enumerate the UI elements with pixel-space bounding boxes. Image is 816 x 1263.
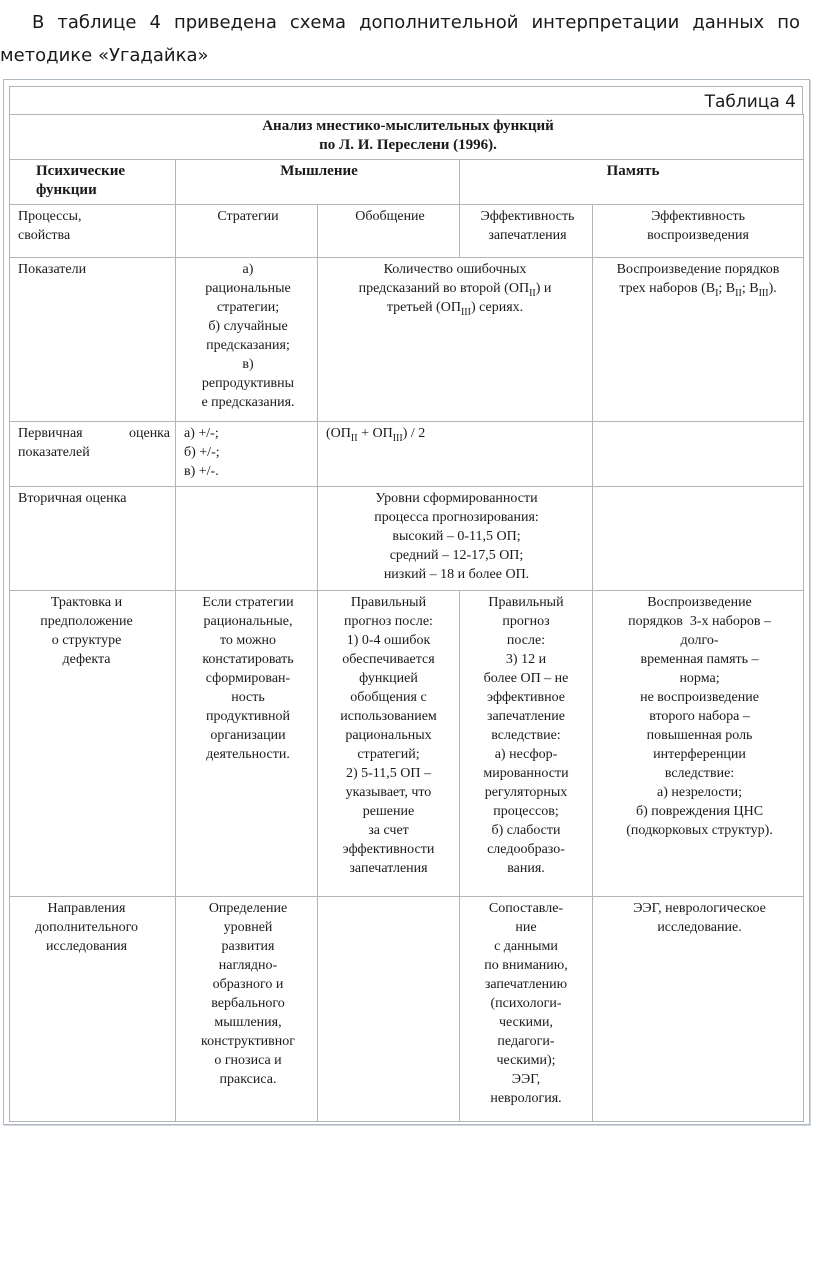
text-line: рациональные, [203,614,293,629]
text-line: образного и [212,977,284,992]
row-label-primary: Первичная оценка показателей [10,422,176,487]
text-fragment: ) сериях. [470,300,524,315]
text-line: обобщения с [350,690,427,705]
text-fragment: (ОП [326,426,351,441]
subscript: III [460,306,471,318]
text-line: ческими); [496,1053,556,1068]
text-line: ЭЭГ, [511,1072,541,1087]
text-line: Правильный [350,595,427,610]
cell-interpretation-reproduction [593,591,804,897]
text-line: а) [242,262,254,277]
text-fragment: ) / 2 [402,426,426,441]
text-line: запечатления [349,861,428,876]
text-line: эффективное [487,690,565,705]
text-line: вания. [507,861,545,876]
cell-imprint-efficiency: Эффективность запечатления [460,205,593,258]
text-line: повышенная роль [646,728,753,743]
text-line: рациональных [345,728,432,743]
text-line: прогноз после: [344,614,433,629]
text-line: конструктивног [201,1034,295,1049]
text-fragment: Количество ошибочных предсказаний во второй (ОП [358,262,530,296]
cell-empty [593,422,804,487]
table-row [10,897,804,1122]
text-fragment: Воспроизведение порядков трех наборов (В [616,262,780,296]
text-line: педагоги- [497,1034,555,1049]
table-row [10,422,804,487]
text-line: сформирован- [205,671,291,686]
table-row [10,205,804,258]
header-thinking: Мышление [176,160,460,205]
text-line: ЭЭГ, неврологическое [633,901,766,916]
cell-error-count [318,258,593,422]
text-line: наглядно- [218,958,278,973]
subscript: II [350,432,358,444]
text-line: за счет [368,823,409,838]
subscript: III [758,287,769,299]
text-line: процессов; [493,804,559,819]
cell-generalization: Обобщение [318,205,460,258]
table-title [10,115,804,160]
text-line: б) +/-; [184,445,220,460]
text-line: с данными [494,939,558,954]
row-label-directions [10,897,176,1122]
text-line: неврология. [490,1091,562,1106]
text-line: после: [506,633,546,648]
text-line: регуляторных [484,785,568,800]
cell-reproduction-orders [593,258,804,422]
text-line: исследования [45,939,128,954]
text-line: прогноз [502,614,550,629]
cell-empty [318,897,460,1122]
text-line: предсказания; [206,338,290,353]
subscript: III [392,432,403,444]
text-line: праксиса. [219,1072,277,1087]
text-line: долго- [680,633,719,648]
table-caption: Таблица 4 [9,86,803,114]
text-line: обеспечивается [342,652,435,667]
text-line: репродуктивны [201,376,295,391]
text-fragment: ; В [718,281,736,296]
text-line: а) незрелости; [657,785,743,800]
text-line: дополнительного [35,920,138,935]
text-line: развития [221,939,275,954]
text-line: ческими, [499,1015,553,1030]
text-line: низкий – 18 и более ОП. [383,567,530,582]
text-line: дефекта [62,652,111,667]
text-fragment: ). [768,281,777,296]
text-line: норма; [679,671,720,686]
text-line: (подкорковых структур). [626,823,773,838]
text-line: е предсказания. [201,395,295,410]
text-line: о структуре [51,633,122,648]
text-line: ние [515,920,537,935]
text-fragment: ; В [741,281,759,296]
cell-directions-strategies [176,897,318,1122]
table-row [10,258,804,422]
text-line: деятельности. [206,747,290,762]
row-label-secondary: Вторичная оценка [10,487,176,591]
text-line: Сопоставле- [488,901,564,916]
text-line: мированности [483,766,569,781]
text-line: Определение [208,901,288,916]
text-fragment: + ОП [357,426,393,441]
text-line: вследствие: [491,728,561,743]
text-line: Воспроизведение [647,595,752,610]
text-line: уровней [223,920,273,935]
text-line: в) +/-. [184,464,219,479]
text-line: то можно [219,633,277,648]
text-line: средний – 12-17,5 ОП; [389,548,524,563]
text-line: 2) 5-11,5 ОП – [345,766,432,781]
table-title-row [10,115,804,160]
text-line: вербального [211,996,285,1011]
table-row [10,487,804,591]
text-line: по вниманию, [484,958,568,973]
text-line: 3) 12 и [505,652,547,667]
cell-interpretation-strategies [176,591,318,897]
cell-interpretation-generalization [318,591,460,897]
text-line: высокий – 0-11,5 ОП; [392,529,521,544]
text-line: Трактовка и [50,595,123,610]
cell-primary-strategies [176,422,318,487]
text-line: в) [242,357,254,372]
text-line: второго набора – [649,709,750,724]
cell-reproduction-efficiency: Эффективность воспроизведения [593,205,804,258]
text-line: продуктивной [205,709,291,724]
cell-empty [176,487,318,591]
text-line: Уровни сформированности [375,491,538,506]
text-line: 1) 0-4 ошибок [346,633,431,648]
row-label-processes: Процессы, свойства [10,205,176,258]
text-line: стратегии; [216,300,280,315]
text-line: эффективности [342,842,435,857]
text-line: а) +/-; [184,426,219,441]
text-line: (психологи- [490,996,562,1011]
text-line: Правильный [488,595,564,610]
text-line: мышления, [214,1015,282,1030]
cell-directions-imprint [460,897,593,1122]
cell-strategies: Стратегии [176,205,318,258]
header-row [10,160,804,205]
text-line: ность [231,690,265,705]
analysis-table [9,114,804,1122]
text-fragment: ) и третьей (ОП [386,281,552,315]
intro-paragraph: В таблице 4 приведена схема дополнительной интерпретации данных по методике «Угадайка» [0,12,800,66]
row-label-indicators: Показатели [10,258,176,422]
header-memory: Память [460,160,804,205]
text-line: констатировать [202,652,294,667]
text-line: о гнозиса и [214,1053,282,1068]
subscript: II [529,287,536,299]
text-line: указывает, что [345,785,432,800]
cell-indicators-strategies [176,258,318,422]
text-line: Если стратегии [202,595,294,610]
subscript: II [735,287,742,299]
text-line: запечатление [487,709,565,724]
text-line: запечатлению [484,977,568,992]
text-line: следообразо- [487,842,565,857]
text-line: Направления [47,901,126,916]
text-line: б) слабости [491,823,561,838]
text-line: функцией [359,671,418,686]
cell-primary-formula [318,422,593,487]
subscript: I [715,287,719,299]
text-line: б) случайные [208,319,288,334]
text-line: более ОП – не [483,671,569,686]
text-line: порядков 3-х наборов – [628,614,771,629]
text-line: исследование. [657,920,742,935]
row-label-interpretation [10,591,176,897]
table-title-line2: по Л. И. Переслени (1996). [319,137,497,153]
cell-empty [593,487,804,591]
text-line: не воспроизведение [640,690,759,705]
text-line: вследствие: [664,766,735,781]
text-line: временная память – [640,652,759,667]
text-line: процесса прогнозирования: [374,510,539,525]
text-line: а) несфор- [494,747,558,762]
text-line: использованием [340,709,437,724]
cell-directions-reproduction [593,897,804,1122]
text-line: решение [362,804,415,819]
table-title-line1: Анализ мнестико-мыслительных функций [262,118,554,134]
text-line: интерференции [653,747,746,762]
header-functions: Психические функции [10,160,176,205]
text-line: б) повреждения ЦНС [635,804,764,819]
cell-secondary-levels [318,487,593,591]
text-line: рациональные [205,281,291,296]
table-row [10,591,804,897]
text-line: организации [210,728,286,743]
cell-interpretation-imprint [460,591,593,897]
text-line: предположение [40,614,133,629]
text-line: стратегий; [357,747,420,762]
